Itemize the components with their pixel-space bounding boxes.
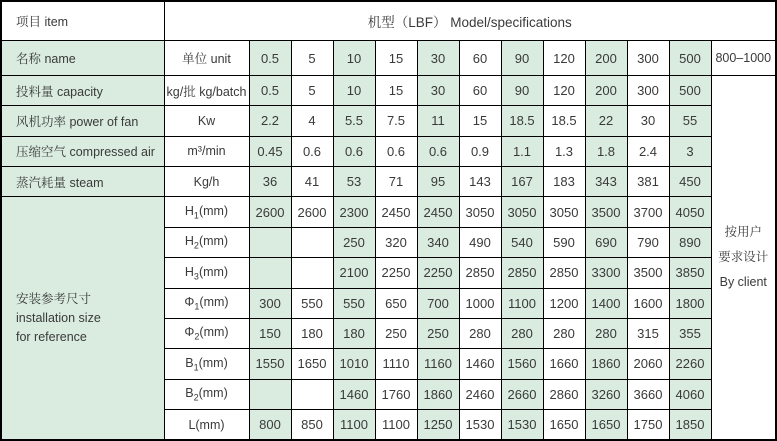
value-cell: 2850 — [459, 258, 501, 288]
value-cell: 1560 — [501, 349, 543, 379]
value-cell: 1.8 — [585, 136, 627, 166]
value-cell: 2660 — [501, 379, 543, 409]
value-cell: 250 — [375, 318, 417, 348]
value-cell: 1100 — [333, 410, 375, 441]
value-cell: 200 — [585, 75, 627, 105]
unit-cell: $B_1(mm)$ — [164, 349, 249, 379]
value-cell: 0.9 — [459, 136, 501, 166]
value-cell: 143 — [459, 167, 501, 197]
value-cell: 2100 — [333, 258, 375, 288]
value-cell — [249, 227, 291, 257]
value-cell: 90 — [501, 41, 543, 76]
value-cell: 340 — [417, 227, 459, 257]
value-cell: 120 — [543, 75, 585, 105]
value-cell: 95 — [417, 167, 459, 197]
value-cell: 1010 — [333, 349, 375, 379]
value-cell: 250 — [333, 227, 375, 257]
value-cell: 381 — [627, 167, 669, 197]
value-cell: 320 — [375, 227, 417, 257]
value-cell: 60 — [459, 75, 501, 105]
unit-cell: $\Phi_2(mm)$ — [164, 318, 249, 348]
value-cell: 300 — [627, 75, 669, 105]
value-cell: 540 — [501, 227, 543, 257]
unit-cell: Kg/h — [164, 167, 249, 197]
value-cell — [291, 227, 333, 257]
value-cell: 5 — [291, 41, 333, 76]
value-cell: 2.2 — [249, 106, 291, 136]
value-cell: 15 — [375, 75, 417, 105]
unit-cell: $H_3(mm)$ — [164, 258, 249, 288]
value-cell: 2850 — [501, 258, 543, 288]
value-cell: 0.45 — [249, 136, 291, 166]
value-cell: 30 — [417, 41, 459, 76]
table-row — [1, 41, 776, 76]
value-cell: 0.5 — [249, 75, 291, 105]
unit-cell: m³/min — [164, 136, 249, 166]
value-cell: 1650 — [291, 349, 333, 379]
value-cell: 2450 — [417, 197, 459, 227]
value-cell: 55 — [669, 106, 711, 136]
unit-cell: L(mm) — [164, 410, 249, 441]
value-cell: 3660 — [627, 379, 669, 409]
value-cell: 1800 — [669, 288, 711, 318]
value-cell: 150 — [249, 318, 291, 348]
value-cell: 590 — [543, 227, 585, 257]
value-cell: 200 — [585, 41, 627, 76]
value-cell: 180 — [333, 318, 375, 348]
value-cell: 3850 — [669, 258, 711, 288]
value-cell: 183 — [543, 167, 585, 197]
value-cell: 1660 — [543, 349, 585, 379]
value-cell: 2850 — [543, 258, 585, 288]
unit-cell: Kw — [164, 106, 249, 136]
value-cell: 355 — [669, 318, 711, 348]
value-cell: 0.6 — [375, 136, 417, 166]
value-cell: 1600 — [627, 288, 669, 318]
value-cell: 280 — [543, 318, 585, 348]
value-cell: 2060 — [627, 349, 669, 379]
value-cell: 2300 — [333, 197, 375, 227]
unit-cell: 单位 unit — [164, 41, 249, 76]
value-cell: 2260 — [669, 349, 711, 379]
value-cell: 1760 — [375, 379, 417, 409]
unit-cell: $H_1(mm)$ — [164, 197, 249, 227]
value-cell: 4050 — [669, 197, 711, 227]
value-cell: 650 — [375, 288, 417, 318]
value-cell: 18.5 — [501, 106, 543, 136]
value-cell: 1650 — [585, 410, 627, 441]
row-label: 投料量 capacity — [1, 75, 164, 105]
value-cell: 280 — [501, 318, 543, 348]
unit-cell: $H_2(mm)$ — [164, 227, 249, 257]
value-cell: 3050 — [501, 197, 543, 227]
value-cell: 0.6 — [417, 136, 459, 166]
value-cell: 2460 — [459, 379, 501, 409]
table-row — [1, 75, 776, 105]
value-cell: 3050 — [543, 197, 585, 227]
table-row — [1, 197, 776, 227]
value-cell: 10 — [333, 41, 375, 76]
value-cell: 2.4 — [627, 136, 669, 166]
value-cell: 30 — [627, 106, 669, 136]
value-cell: 2250 — [417, 258, 459, 288]
value-cell: 11 — [417, 106, 459, 136]
value-cell: 3260 — [585, 379, 627, 409]
value-cell: 22 — [585, 106, 627, 136]
value-cell: 36 — [249, 167, 291, 197]
value-cell: 2860 — [543, 379, 585, 409]
row-label: 压缩空气 compressed air — [1, 136, 164, 166]
value-cell: 1.1 — [501, 136, 543, 166]
value-cell: 1860 — [585, 349, 627, 379]
value-cell: 4060 — [669, 379, 711, 409]
range-cell: 800–1000 — [711, 41, 776, 76]
value-cell: 1850 — [669, 410, 711, 441]
value-cell: 2600 — [249, 197, 291, 227]
value-cell: 1250 — [417, 410, 459, 441]
value-cell: 1100 — [375, 410, 417, 441]
value-cell: 3 — [669, 136, 711, 166]
value-cell: 450 — [669, 167, 711, 197]
value-cell: 1000 — [459, 288, 501, 318]
value-cell: 71 — [375, 167, 417, 197]
value-cell: 1650 — [543, 410, 585, 441]
value-cell: 0.6 — [333, 136, 375, 166]
row-label: 风机功率 power of fan — [1, 106, 164, 136]
row-label: 名称 name — [1, 41, 164, 76]
value-cell: 490 — [459, 227, 501, 257]
value-cell — [291, 379, 333, 409]
value-cell: 15 — [459, 106, 501, 136]
installation-label-cell: 安装参考尺寸 installation size for reference — [1, 197, 164, 440]
value-cell: 7.5 — [375, 106, 417, 136]
value-cell: 800 — [249, 410, 291, 441]
value-cell: 10 — [333, 75, 375, 105]
value-cell: 3300 — [585, 258, 627, 288]
value-cell: 550 — [333, 288, 375, 318]
value-cell: 1530 — [501, 410, 543, 441]
value-cell: 120 — [543, 41, 585, 76]
value-cell: 890 — [669, 227, 711, 257]
value-cell: 1460 — [459, 349, 501, 379]
table-header-row — [1, 1, 776, 41]
value-cell: 2250 — [375, 258, 417, 288]
table-row — [1, 106, 776, 136]
value-cell: 1400 — [585, 288, 627, 318]
value-cell: 280 — [459, 318, 501, 348]
value-cell: 18.5 — [543, 106, 585, 136]
value-cell: 1200 — [543, 288, 585, 318]
value-cell: 1.3 — [543, 136, 585, 166]
value-cell: 4 — [291, 106, 333, 136]
value-cell: 60 — [459, 41, 501, 76]
value-cell: 5 — [291, 75, 333, 105]
value-cell: 41 — [291, 167, 333, 197]
value-cell: 180 — [291, 318, 333, 348]
value-cell: 280 — [585, 318, 627, 348]
value-cell: 90 — [501, 75, 543, 105]
by-client-cell: 按用户 要求设计 By client — [711, 75, 776, 440]
value-cell — [249, 258, 291, 288]
value-cell — [249, 379, 291, 409]
value-cell: 1110 — [375, 349, 417, 379]
value-cell: 1750 — [627, 410, 669, 441]
value-cell: 3050 — [459, 197, 501, 227]
value-cell: 5.5 — [333, 106, 375, 136]
value-cell: 850 — [291, 410, 333, 441]
value-cell: 15 — [375, 41, 417, 76]
value-cell: 700 — [417, 288, 459, 318]
unit-cell: kg/批 kg/batch — [164, 75, 249, 105]
value-cell: 500 — [669, 75, 711, 105]
value-cell: 1100 — [501, 288, 543, 318]
value-cell: 2600 — [291, 197, 333, 227]
value-cell: 315 — [627, 318, 669, 348]
value-cell: 167 — [501, 167, 543, 197]
value-cell: 500 — [669, 41, 711, 76]
value-cell: 1460 — [333, 379, 375, 409]
table-row — [1, 167, 776, 197]
value-cell: 0.6 — [291, 136, 333, 166]
value-cell: 690 — [585, 227, 627, 257]
unit-cell: $B_2(mm)$ — [164, 379, 249, 409]
value-cell: 3500 — [627, 258, 669, 288]
value-cell: 300 — [627, 41, 669, 76]
value-cell — [291, 258, 333, 288]
value-cell: 1550 — [249, 349, 291, 379]
value-cell: 53 — [333, 167, 375, 197]
value-cell: 1530 — [459, 410, 501, 441]
value-cell: 300 — [249, 288, 291, 318]
value-cell: 343 — [585, 167, 627, 197]
value-cell: 250 — [417, 318, 459, 348]
value-cell: 1160 — [417, 349, 459, 379]
table-row — [1, 136, 776, 166]
item-header-cell: 项目 item — [1, 1, 164, 41]
value-cell: 0.5 — [249, 41, 291, 76]
model-header-cell: 机型（LBF） Model/specifications — [164, 1, 776, 41]
row-label: 蒸汽耗量 steam — [1, 167, 164, 197]
unit-cell: $\Phi_1(mm)$ — [164, 288, 249, 318]
value-cell: 1860 — [417, 379, 459, 409]
value-cell: 2450 — [375, 197, 417, 227]
value-cell: 3500 — [585, 197, 627, 227]
value-cell: 3700 — [627, 197, 669, 227]
value-cell: 550 — [291, 288, 333, 318]
value-cell: 30 — [417, 75, 459, 105]
value-cell: 790 — [627, 227, 669, 257]
